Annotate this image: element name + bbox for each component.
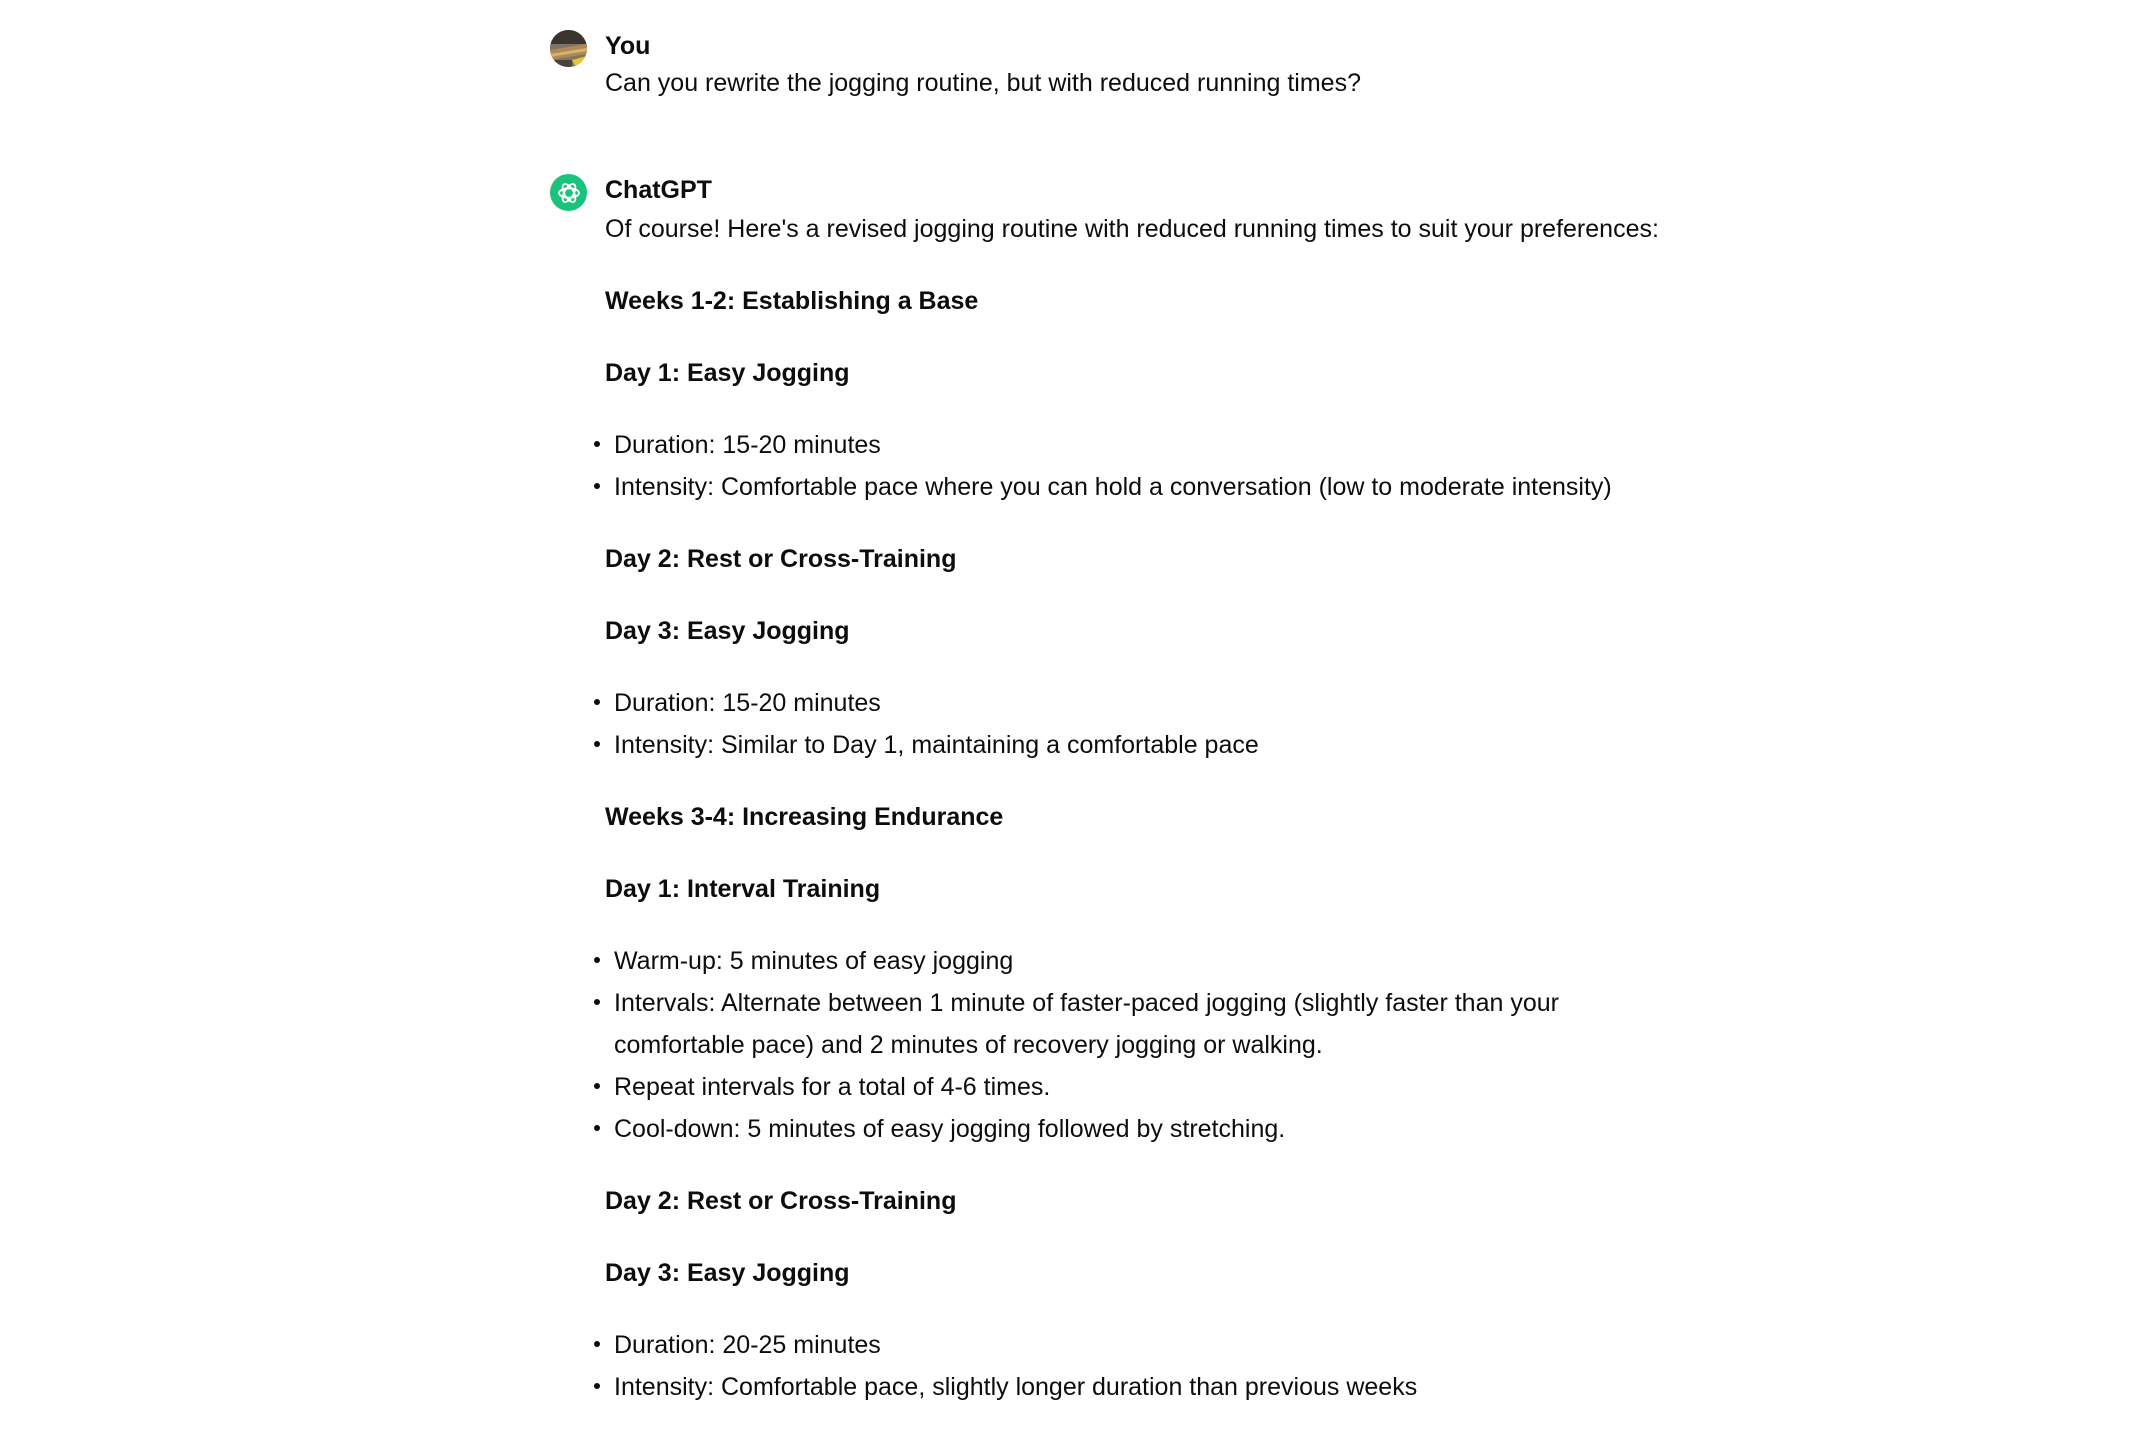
user-avatar[interactable] (550, 30, 587, 67)
section-heading: Day 1: Easy Jogging (605, 359, 850, 387)
bullet-list (605, 1324, 1680, 1408)
routine-content (605, 280, 1680, 1408)
section-heading: Day 1: Interval Training (605, 875, 881, 903)
bullet-list (605, 424, 1680, 508)
list-item: Intensity: Comfortable pace where you can hold a conversation (low to moderate intensity) (605, 466, 1680, 508)
list-item: Duration: 15-20 minutes (605, 424, 1680, 466)
section-heading: Day 3: Easy Jogging (605, 1259, 850, 1287)
list-item: Repeat intervals for a total of 4-6 times. (605, 1066, 1680, 1108)
list-item: Intensity: Comfortable pace, slightly longer duration than previous weeks (605, 1366, 1680, 1408)
list-item: Duration: 15-20 minutes (605, 682, 1680, 724)
list-item: Cool-down: 5 minutes of easy jogging followed by stretching. (605, 1108, 1680, 1150)
section-heading: Day 2: Rest or Cross-Training (605, 545, 957, 573)
section-heading: Day 3: Easy Jogging (605, 617, 850, 645)
list-item: Intensity: Similar to Day 1, maintaining a comfortable pace (605, 724, 1680, 766)
list-item: Duration: 20-25 minutes (605, 1324, 1680, 1366)
user-message-text: Can you rewrite the jogging routine, but with reduced running times? (605, 69, 1361, 97)
bullet-list (605, 940, 1680, 1150)
list-item: Warm-up: 5 minutes of easy jogging (605, 940, 1680, 982)
assistant-author-name: ChatGPT (605, 176, 712, 204)
assistant-avatar (550, 174, 587, 211)
user-author-name: You (605, 32, 651, 60)
section-heading: Weeks 3-4: Increasing Endurance (605, 803, 1004, 831)
section-heading: Day 2: Rest or Cross-Training (605, 1187, 957, 1215)
bullet-list (605, 682, 1680, 766)
section-heading: Weeks 1-2: Establishing a Base (605, 287, 979, 315)
openai-logo-icon (556, 180, 582, 206)
user-photo-avatar-icon (550, 30, 587, 67)
list-item: Intervals: Alternate between 1 minute of faster-paced jogging (slightly faster than your comfortable pace) and 2 minutes of recovery jogging or walking. (605, 982, 1680, 1066)
assistant-intro: Of course! Here's a revised jogging routine with reduced running times to suit your preferences: (605, 215, 1659, 243)
assistant-message-body (605, 208, 1680, 1438)
